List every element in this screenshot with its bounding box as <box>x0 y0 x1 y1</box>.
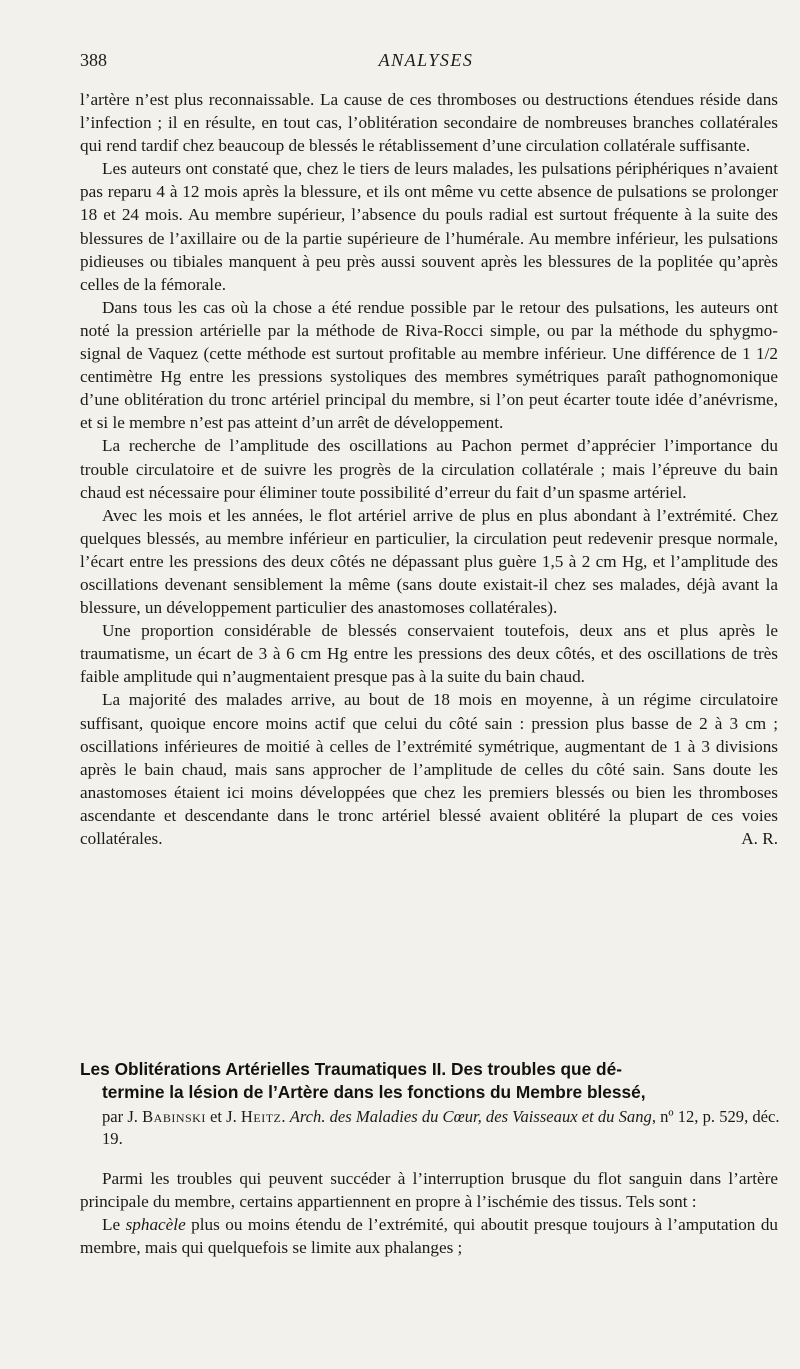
author-heitz: Heitz <box>240 1107 282 1126</box>
paragraph: Avec les mois et les années, le flot artériel arrive de plus en plus abondant à l’extrémité. Chez quelques blessés, au membre inférieur en particulier, la circulation peut redevenir presque normale, l’écart entre les pressions des deux côtés ne dépassant plus guère 1,5 à 2 cm Hg, et l’amplitude des oscillations devenant sensiblement la même (sans doute existait-il chez ses malades, déjà avant la blessure, un développement particulier des anastomoses collatérales). <box>80 505 778 618</box>
article-paragraph: Parmi les troubles qui peuvent succéder à l’interruption brusque du flot sanguin dans l’artère principale du membre, certains appartiennent en propre à l’ischémie des tissus. Tels sont : <box>80 1169 778 1212</box>
paragraph-last <box>80 688 778 850</box>
paragraph: Une proportion considérable de blessés conservaient toutefois, deux ans et plus après le traumatisme, un écart de 3 à 6 cm Hg entre les pressions des deux côtés, et des oscillations de très faible amplitude qui n’augmentaient presque pas à la suite du bain chaud. <box>80 621 778 687</box>
article-p2-rest: plus ou moins étendu de l’extrémité, qui aboutit presque toujours à l’amputation du membre, mais qui quelquefois se limite aux phalanges ; <box>80 1215 779 1258</box>
review-body <box>80 88 778 850</box>
article-p2-term: sphacèle <box>125 1215 186 1235</box>
article-title <box>80 1058 790 1104</box>
article-paragraph <box>80 1213 778 1259</box>
article-title-line-2: termine la lésion de l’Artère dans les fonctions du Membre blessé, <box>102 1082 646 1102</box>
paragraph-last-text: La majorité des malades arrive, au bout de 18 mois en moyenne, à un régime circulatoire suffisant, quoique encore moins actif que celui du côté sain : pression plus basse de 2 à 3 cm ; oscillations inférieures de moitié à celles de l’extrémité symétrique, augmentant de 1 à 3 divisions après le bain chaud, mais sans approcher de l’amplitude de celles du côté sain. Sans doute les anastomoses étaient ici moins développées que chez les premiers blessés ou bien les thromboses ascendante et descendante dans le tronc artériel blessé avaient oblitéré la plupart de ces voies collatérales. <box>80 690 778 848</box>
article-citation <box>80 1106 790 1150</box>
article-p2-prefix: Le <box>102 1215 121 1235</box>
citation-prefix: par J. <box>102 1107 138 1126</box>
article-header <box>80 1058 790 1150</box>
article-body <box>80 1167 778 1259</box>
article-title-line-1: Les Oblitérations Artérielles Traumatiques II. Des troubles que dé- <box>80 1059 622 1079</box>
citation-mid: et J. <box>210 1107 237 1126</box>
page-number: 388 <box>80 50 107 70</box>
running-head <box>80 50 772 74</box>
author-babinski: Babinski <box>142 1107 206 1126</box>
paragraph: La recherche de l’amplitude des oscillations au Pachon permet d’apprécier l’importance du trouble circulatoire et de suivre les progrès de la circulation collatérale ; mais l’épreuve du bain chaud est nécessaire pour éliminer toute possibilité d’erreur du fait d’un spasme artériel. <box>80 436 778 502</box>
paragraph: Dans tous les cas où la chose a été rendue possible par le retour des pulsations, les auteurs ont noté la pression artérielle par la méthode de Riva-Rocci simple, ou par la méthode du sphygmo-signal de Vaquez (cette méthode est surtout profitable au membre inférieur. Une différence de 1 1/2 centimètre Hg entre les pressions systoliques des membres symétriques paraît pathognomonique d’une oblitération du tronc artériel principal du membre, si l’on peut écarter toute idée d’anévrisme, et si le membre n’est pas atteint d’un arrêt de développement. <box>80 297 778 433</box>
reviewer-signature: A. R. <box>741 829 778 848</box>
citation-separator: . <box>281 1107 286 1126</box>
paragraph-continuation: l’artère n’est plus reconnaissable. La cause de ces thromboses ou destructions étendues réside dans l’infection ; il en résulte, en tout cas, l’oblitération secondaire de nombreuses branches collatérales qui rend tardif chez beaucoup de blessés le rétablissement d’une circulation collatérale suffisante. <box>80 90 778 156</box>
section-title: ANALYSES <box>378 50 474 70</box>
journal-name: Arch. des Maladies du Cœur, des Vaisseaux et du Sang <box>289 1107 652 1126</box>
paragraph: Les auteurs ont constaté que, chez le tiers de leurs malades, les pulsations périphériques n’avaient pas reparu 4 à 12 mois après la blessure, et ils ont même vu cette absence de pulsations se prolonger 18 et 24 mois. Au membre supérieur, l’absence du pouls radial est surtout fréquente à la suite des blessures de l’axillaire ou de la partie supérieure de l’humérale. Au membre inférieur, les pulsations pidieuses ou tibiales manquent à peu près aussi souvent après les blessures de la poplitée qu’après celles de la fémorale. <box>80 159 778 294</box>
citation-suffix: , nº 12, p. 529, déc. 19. <box>102 1107 780 1148</box>
